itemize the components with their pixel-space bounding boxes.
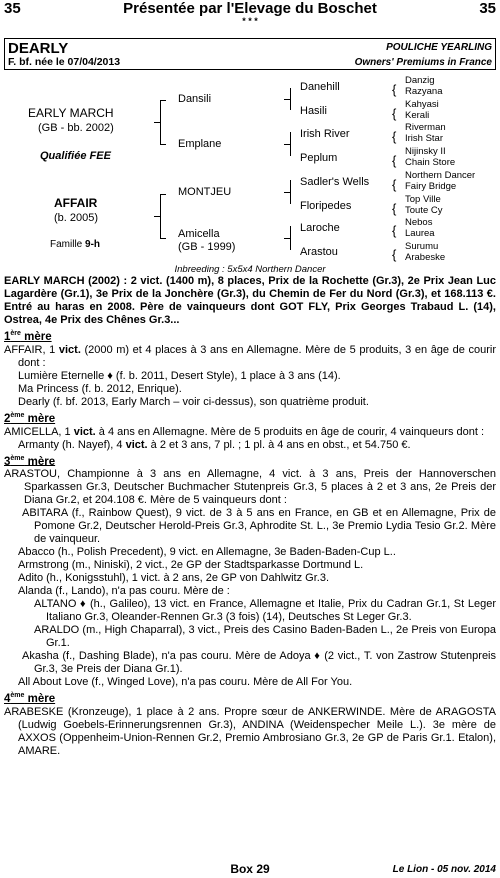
section-number: 2 — [4, 412, 11, 425]
produce-line: Dearly (f. bf. 2013, Early March – voir ci-dessus), son quatrième produit. — [18, 395, 369, 408]
bracket-tick — [160, 194, 166, 195]
pedigree — [0, 72, 500, 262]
dam-name: AFFAIR — [54, 196, 98, 210]
g4-toute-cy: Toute Cy — [405, 205, 443, 216]
section-number: 4 — [4, 693, 11, 706]
dam-3-paragraph: ARASTOU, Championne à 3 ans en Allemagne, 4 vict. à 3 ans, Preis der Hannoverschen Sparkassen Gr.3, Deutscher Buchmacher Stutenpreis Gr.3, 5 places à 2 et 3 ans, 2e Preis der Diana Gr.2, et 204.108 €. Mère de 5 vainqueurs dont : — [4, 468, 496, 507]
bracket-glyph: { — [392, 223, 397, 238]
bracket-tick — [284, 99, 290, 100]
section-label: mère — [24, 455, 56, 468]
bracket-glyph: { — [392, 201, 397, 216]
produce-line: ALTANO ♦ (h., Galileo), 13 vict. en France, Allemagne et Italie, Prix du Cadran Gr.1, St Leger Italiano Gr.3, Oleander-Rennen Gr.3 (3 fois) (14), Deutsches St Leger Gr.3. — [34, 598, 496, 624]
bracket-glyph: { — [392, 106, 397, 121]
dam-info: (b. 2005) — [54, 212, 99, 224]
g4-laurea: Laurea — [405, 228, 435, 239]
section-title-3 — [4, 452, 496, 469]
dam-2-paragraph — [4, 426, 496, 439]
bracket-line — [290, 88, 291, 110]
g4-nebos: Nebos — [405, 217, 433, 228]
section-label: mère — [24, 412, 56, 425]
bracket-line — [290, 180, 291, 204]
section-label: mère — [24, 693, 56, 706]
bracket-tick — [160, 100, 166, 101]
produce-line: Alanda (f., Lando), n'a pas couru. Mère de : — [18, 585, 230, 598]
g3-irish-river: Irish River — [300, 128, 350, 140]
bracket-tick — [160, 238, 166, 239]
bracket-tick — [284, 144, 290, 145]
text-run-bold: vict. — [73, 425, 96, 438]
g2-amicella: Amicella — [178, 228, 220, 240]
text-run-bold: vict. — [58, 343, 81, 356]
g3-laroche: Laroche — [300, 222, 340, 234]
catalogue-text — [4, 275, 496, 758]
box-number: Box 29 — [230, 862, 270, 876]
bracket-glyph: { — [392, 82, 397, 97]
section-title-1 — [4, 327, 496, 344]
g4-kerali: Kerali — [405, 110, 430, 121]
dam-1-paragraph — [4, 344, 496, 370]
produce-line: ABITARA (f., Rainbow Quest), 9 vict. de 3 à 5 ans en France, en GB et en Allemagne, Prix de Pomone Gr.2, Deutscher Herold-Preis Gr.3, Aphrodite St. L., 3e Premio Lydia Tesio Gr.2. Mère de vainqueur. — [22, 507, 496, 546]
g4-fairy-bridge: Fairy Bridge — [405, 181, 457, 192]
bracket-glyph: { — [392, 129, 397, 144]
text-run: AMICELLA, 1 — [4, 425, 74, 438]
section-number: 1 — [4, 330, 11, 343]
section-ordinal: ème — [10, 411, 25, 419]
sire-info: (GB - bb. 2002) — [38, 122, 114, 134]
produce-line: Adito (h., Konigsstuhl), 1 vict. à 2 ans, 2e GP von Dahlwitz Gr.3. — [18, 572, 330, 585]
sire-bracket — [160, 100, 161, 145]
bracket-line — [290, 132, 291, 156]
g4-kahyasi: Kahyasi — [405, 99, 439, 110]
section-ordinal: ère — [10, 330, 21, 337]
bracket-glyph: { — [392, 247, 397, 262]
g4-nijinsky: Nijinsky II — [405, 146, 446, 157]
dam-bracket — [160, 194, 161, 239]
family — [50, 239, 100, 250]
produce-line: Armstrong (m., Niniski), 2 vict., 2e GP der Stadtsparkasse Dortmund L. — [18, 559, 364, 572]
header-stars: * * * — [242, 16, 258, 26]
sale-source: Le Lion - 05 nov. 2014 — [392, 864, 496, 875]
section-title-2 — [4, 409, 496, 426]
g4-northern-dancer: Northern Dancer — [405, 170, 476, 181]
produce-line: Abacco (h., Polish Precedent), 9 vict. en Allemagne, 3e Baden-Baden-Cup L.. — [18, 546, 396, 559]
sire-note: Qualifiée FEE — [40, 150, 111, 162]
g2-dansili: Dansili — [178, 93, 212, 105]
inbreeding-note: Inbreeding : 5x5x4 Northern Dancer — [174, 264, 326, 275]
g4-arabeske: Arabeske — [405, 252, 446, 263]
owners-premiums: Owners' Premiums in France — [354, 57, 492, 68]
page-footer — [4, 862, 496, 878]
g3-floripedes: Floripedes — [300, 200, 352, 212]
g4-irish-star: Irish Star — [405, 133, 444, 144]
g3-sadlers-wells: Sadler's Wells — [300, 176, 370, 188]
horse-name: DEARLY — [8, 40, 69, 57]
produce-line: All About Love (f., Winged Love), n'a pas couru. Mère de All For You. — [18, 676, 353, 689]
page-number-left: 35 — [4, 0, 21, 17]
bracket-glyph: { — [392, 153, 397, 168]
g3-hasili: Hasili — [300, 105, 327, 117]
section-ordinal: ème — [10, 692, 25, 700]
text-run: à 4 ans en Allemagne. Mère de 5 produits en âge de courir, 4 vainqueurs dont : — [95, 425, 485, 438]
section-title-4 — [4, 689, 496, 706]
produce-line: ARALDO (m., High Chaparral), 3 vict., Preis des Casino Baden-Baden L., 2e Preis von Europa Gr.1. — [34, 624, 496, 650]
section-number: 3 — [4, 455, 11, 468]
text-run: AFFAIR, 1 — [4, 343, 59, 356]
bracket-tick — [284, 238, 290, 239]
g3-danehill: Danehill — [300, 81, 340, 93]
text-run: (2000 m) et 4 places à 3 ans en Allemagne. Mère de 5 produits, 3 en âge de courir dont : — [18, 343, 496, 369]
g4-top-ville: Top Ville — [405, 194, 441, 205]
text-run: Armanty (h. Nayef), 4 — [18, 438, 126, 451]
horse-category: POULICHE YEARLING — [386, 42, 492, 53]
sire-paragraph: EARLY MARCH (2002) : 2 vict. (1400 m), 8 places, Prix de la Rochette (Gr.3), 2e Prix Jean Luc Lagardère (Gr.1), 3e Prix de la Jonchère (Gr.3), du Chemin de Fer du Nord (Gr.3), et 168.113 €. Entré au haras en 2008. Père de vainqueurs dont GOT FLY, Prix Georges Trabaud L. (14), Ostrea, 4e Prix des Chênes Gr.3... — [4, 275, 496, 326]
g3-peplum: Peplum — [300, 152, 338, 164]
g3-arastou: Arastou — [300, 246, 338, 258]
produce-line — [4, 439, 496, 452]
g4-surumu: Surumu — [405, 241, 439, 252]
family-value: 9-h — [85, 239, 101, 250]
bracket-tick — [154, 122, 160, 123]
bracket-tick — [154, 216, 160, 217]
g2-amicella-info: (GB - 1999) — [178, 241, 236, 253]
horse-born: F. bf. née le 07/04/2013 — [8, 56, 121, 68]
g4-danzig: Danzig — [405, 75, 435, 86]
text-run: à 2 et 3 ans, 7 pl. ; 1 pl. à 4 ans en obst., et 54.750 €. — [147, 438, 411, 451]
produce-line: Ma Princess (f. b. 2012, Enrique). — [18, 382, 182, 395]
text-run-bold: vict. — [125, 438, 148, 451]
g4-razyana: Razyana — [405, 86, 443, 97]
sire-name: EARLY MARCH — [28, 106, 114, 120]
bracket-tick — [160, 144, 166, 145]
g2-emplane: Emplane — [178, 138, 222, 150]
bracket-glyph: { — [392, 177, 397, 192]
bracket-line — [290, 226, 291, 250]
produce-line: Akasha (f., Dashing Blade), n'a pas couru. Mère de Adoya ♦ (2 vict., T. von Zastrow Stutenpreis Gr.3, 3e Preis der Diana Gr.1). — [22, 650, 496, 676]
dam-4-paragraph: ARABESKE (Kronzeuge), 1 place à 2 ans. Propre sœur de ANKERWINDE. Mère de ARAGOSTA (Ludwig Goebels-Erinnerungsrennen Gr.3), ANDINA (Weidenspecher Meile L.). 3e mère de AXXOS (Oppenheim-Union-Rennen Gr.2, Premio Ambrosiano Gr.3, 2e GP de Paris Gr.1. Etalon), AMARE. — [4, 706, 496, 758]
section-label: mère — [20, 330, 52, 343]
horse-box — [4, 38, 496, 70]
family-label: Famille — [50, 239, 86, 250]
g2-montjeu: MONTJEU — [178, 186, 232, 198]
g4-riverman: Riverman — [405, 122, 446, 133]
produce-line: Lumière Eternelle ♦ (f. b. 2011, Desert Style), 1 place à 3 ans (14). — [18, 369, 341, 382]
bracket-tick — [284, 192, 290, 193]
g4-chain-store: Chain Store — [405, 157, 456, 168]
section-ordinal: ème — [10, 454, 25, 462]
page-title: Présentée par l'Elevage du Boschet — [123, 0, 377, 17]
page-number-right: 35 — [479, 0, 496, 17]
